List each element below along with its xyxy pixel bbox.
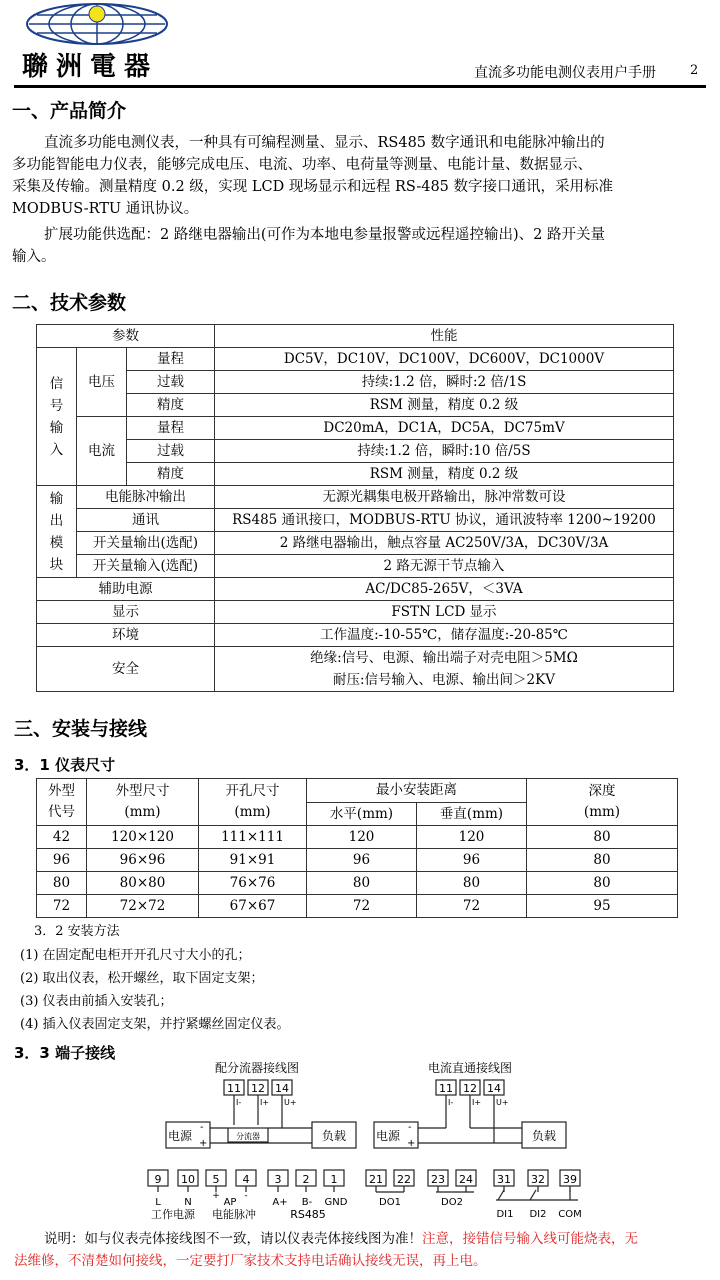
svg-text:11: 11 <box>439 1082 453 1095</box>
ext-line-2: 输入。 <box>12 249 56 265</box>
section3-heading: 三、安装与接线 <box>14 718 148 740</box>
v-accuracy-label: 精度 <box>127 394 215 417</box>
svg-text:+: + <box>212 1191 220 1201</box>
v-accuracy-value: RSM 测量，精度 0.2 级 <box>215 394 674 417</box>
i-overload-label: 过载 <box>127 440 215 463</box>
dim-col-horiz: 水平(mm) <box>307 802 417 826</box>
doc-title: 直流多功能电测仪表用户手册 <box>474 65 656 81</box>
dim-cell: 67×67 <box>199 895 307 918</box>
dim-col-type: 外型 代号 <box>37 779 87 826</box>
intro-line-3: 采集及传输。测量精度 0.2 级，实现 LCD 现场显示和远程 RS-485 数字接口通讯，采用标准 <box>12 179 614 195</box>
svg-text:电源: 电源 <box>375 1129 401 1143</box>
svg-text:B-: B- <box>301 1197 313 1208</box>
dim-table-row <box>37 872 678 895</box>
terminal-label: 32 <box>531 1173 545 1186</box>
terminal-label: 39 <box>563 1173 577 1186</box>
svg-text:+: + <box>199 1138 208 1149</box>
terminal-label: 24 <box>459 1173 473 1186</box>
aux-value: AC/DC85-265V，＜3VA <box>215 578 674 601</box>
terminal-label: 9 <box>154 1173 162 1186</box>
wiring-note <box>44 1228 714 1250</box>
dim-cell: 80 <box>527 849 678 872</box>
v-range-label: 量程 <box>127 348 215 371</box>
terminal-label: 22 <box>397 1173 411 1186</box>
env-value: 工作温度:-10-55℃，储存温度:-20-85℃ <box>215 624 674 647</box>
dim-cell: 96 <box>37 849 87 872</box>
v-range-value: DC5V，DC10V，DC100V，DC600V，DC1000V <box>215 348 674 371</box>
i-accuracy-label: 精度 <box>127 463 215 486</box>
svg-text:I+: I+ <box>472 1098 482 1107</box>
dim-cell: 120 <box>417 826 527 849</box>
svg-text:11: 11 <box>227 1082 241 1095</box>
subsection-3-1: 3．1 仪表尺寸 <box>14 756 116 774</box>
svg-text:电源: 电源 <box>167 1129 193 1143</box>
intro-line-1: 直流多功能电测仪表，一种具有可编程测量、显示、RS485 数字通讯和电能脉冲输出的 <box>44 135 605 151</box>
svg-text:COM: COM <box>558 1209 582 1220</box>
svg-text:负载: 负载 <box>531 1129 557 1143</box>
svg-text:DI1: DI1 <box>496 1209 514 1220</box>
pulse-value: 无源光耦集电极开路输出，脉冲常数可设 <box>215 486 674 509</box>
terminal-label: 5 <box>212 1173 220 1186</box>
display-label: 显示 <box>37 601 215 624</box>
svg-text:12: 12 <box>463 1082 477 1095</box>
install-step: (2) 取出仪表，松开螺丝，取下固定支架； <box>20 971 264 986</box>
svg-text:GND: GND <box>324 1197 348 1208</box>
dim-cell: 72×72 <box>87 895 199 918</box>
v-overload-label: 过载 <box>127 371 215 394</box>
svg-text:-: - <box>408 1122 412 1133</box>
dim-cell: 72 <box>307 895 417 918</box>
right-diagram-title: 电流直通接线图 <box>427 1061 513 1075</box>
current-label: 电流 <box>77 417 127 486</box>
globe-logo-icon <box>20 2 175 46</box>
dim-cell: 72 <box>417 895 527 918</box>
svg-text:+: + <box>407 1138 416 1149</box>
dim-cell: 80 <box>527 826 678 849</box>
install-step: (4) 插入仪表固定支架，并拧紧螺丝固定仪表。 <box>20 1017 290 1032</box>
dim-cell: 80 <box>307 872 417 895</box>
page-number: 2 <box>690 63 699 78</box>
output-module-label: 输出模块 <box>37 486 77 578</box>
svg-text:I-: I- <box>236 1098 242 1107</box>
spec-header-param: 参数 <box>37 325 215 348</box>
svg-text:-: - <box>200 1122 204 1133</box>
dim-cell: 80 <box>527 872 678 895</box>
din-label: 开关量输入(选配) <box>77 555 215 578</box>
comm-value: RS485 通讯接口，MODBUS-RTU 协议，通讯波特率 1200~19200 <box>215 509 674 532</box>
intro-line-2: 多功能智能电力仪表，能够完成电压、电流、功率、电荷量等测量、电能计量、数据显示、 <box>12 157 592 173</box>
display-value: FSTN LCD 显示 <box>215 601 674 624</box>
intro-line-4: MODBUS-RTU 通讯协议。 <box>12 201 199 217</box>
terminal-label: 21 <box>369 1173 383 1186</box>
safety-line-2: 耐压:信号输入、电源、输出间＞2KV <box>333 672 555 688</box>
pulse-label: 电能脉冲输出 <box>77 486 215 509</box>
dim-cell: 95 <box>527 895 678 918</box>
voltage-label: 电压 <box>77 348 127 417</box>
install-step: (1) 在固定配电柜开开孔尺寸大小的孔； <box>20 948 251 963</box>
install-steps <box>20 944 290 1036</box>
section1-heading: 一、产品简介 <box>12 100 127 122</box>
dim-cell: 80 <box>37 872 87 895</box>
safety-value <box>215 647 674 692</box>
spec-table <box>36 324 674 692</box>
dim-col-size: 外型尺寸 (mm) <box>87 779 199 826</box>
dim-col-vert: 垂直(mm) <box>417 802 527 826</box>
svg-text:-: - <box>244 1191 248 1201</box>
dim-table-row <box>37 826 678 849</box>
terminal-label: 4 <box>242 1173 250 1186</box>
svg-text:14: 14 <box>487 1082 501 1095</box>
svg-text:RS485: RS485 <box>290 1208 326 1221</box>
svg-text:U+: U+ <box>284 1098 297 1107</box>
dim-cell: 120×120 <box>87 826 199 849</box>
dim-cell: 120 <box>307 826 417 849</box>
dim-cell: 91×91 <box>199 849 307 872</box>
v-overload-value: 持续:1.2 倍，瞬时:2 倍/1S <box>215 371 674 394</box>
svg-text:DO1: DO1 <box>379 1197 401 1208</box>
terminal-label: 2 <box>302 1173 310 1186</box>
i-range-value: DC20mA，DC1A，DC5A，DC75mV <box>215 417 674 440</box>
note-warning-2: 法维修，不清楚如何接线，一定要打厂家技术支持电话确认接线无误，再上电。 <box>14 1253 487 1269</box>
terminal-label: 10 <box>181 1173 195 1186</box>
dim-col-hole: 开孔尺寸 (mm) <box>199 779 307 826</box>
spec-header-perf: 性能 <box>215 325 674 348</box>
env-label: 环境 <box>37 624 215 647</box>
svg-text:U+: U+ <box>496 1098 509 1107</box>
bottom-terminal-strip <box>148 1170 580 1192</box>
svg-text:14: 14 <box>275 1082 289 1095</box>
dim-table-row <box>37 895 678 918</box>
comm-label: 通讯 <box>77 509 215 532</box>
svg-text:工作电源: 工作电源 <box>151 1208 195 1221</box>
svg-text:12: 12 <box>251 1082 265 1095</box>
i-range-label: 量程 <box>127 417 215 440</box>
terminal-label: 31 <box>497 1173 511 1186</box>
i-overload-value: 持续:1.2 倍，瞬时:10 倍/5S <box>215 440 674 463</box>
dout-value: 2 路继电器输出，触点容量 AC250V/3A，DC30V/3A <box>215 532 674 555</box>
safety-line-1: 绝缘:信号、电源、输出端子对壳电阻＞5MΩ <box>310 650 578 666</box>
header-rule <box>14 85 706 88</box>
svg-text:A+: A+ <box>272 1197 288 1208</box>
wiring-diagram <box>0 1052 720 1227</box>
safety-label: 安全 <box>37 647 215 692</box>
svg-text:I+: I+ <box>260 1098 270 1107</box>
dimension-table <box>36 778 678 918</box>
dim-cell: 72 <box>37 895 87 918</box>
terminal-label: 23 <box>431 1173 445 1186</box>
dim-cell: 111×111 <box>199 826 307 849</box>
brand-name: 聯洲電器 <box>22 52 159 82</box>
dim-cell: 96 <box>417 849 527 872</box>
note-warning-1: 注意，接错信号输入线可能烧表，无 <box>422 1231 638 1247</box>
dim-col-depth: 深度 (mm) <box>527 779 678 826</box>
note-prefix: 说明：如与仪表壳体接线图不一致，请以仪表壳体接线图为准！ <box>44 1231 422 1247</box>
svg-text:AP: AP <box>223 1197 237 1208</box>
dim-table-row <box>37 849 678 872</box>
aux-label: 辅助电源 <box>37 578 215 601</box>
dim-cell: 96 <box>307 849 417 872</box>
dout-label: 开关量输出(选配) <box>77 532 215 555</box>
svg-text:L: L <box>155 1197 161 1208</box>
din-value: 2 路无源干节点输入 <box>215 555 674 578</box>
section2-heading: 二、技术参数 <box>12 292 127 314</box>
dim-col-min-dist: 最小安装距离 <box>307 779 527 803</box>
svg-text:N: N <box>184 1197 192 1208</box>
ext-line-1: 扩展功能供选配：2 路继电器输出(可作为本地电参量报警或远程遥控输出)、2 路开关量 <box>44 227 605 243</box>
dim-cell: 76×76 <box>199 872 307 895</box>
svg-text:分流器: 分流器 <box>236 1132 260 1141</box>
terminal-label: 1 <box>330 1173 338 1186</box>
i-accuracy-value: RSM 测量，精度 0.2 级 <box>215 463 674 486</box>
dim-cell: 96×96 <box>87 849 199 872</box>
subsection-3-2: 3．2 安装方法 <box>34 924 120 939</box>
svg-text:I-: I- <box>448 1098 454 1107</box>
left-diagram-title: 配分流器接线图 <box>214 1061 300 1075</box>
dim-cell: 80×80 <box>87 872 199 895</box>
svg-text:电能脉冲: 电能脉冲 <box>212 1208 256 1221</box>
svg-text:DI2: DI2 <box>529 1209 547 1220</box>
svg-text:负载: 负载 <box>321 1129 347 1143</box>
install-step: (3) 仪表由前插入安装孔； <box>20 994 173 1009</box>
signal-input-label: 信号输入 <box>37 348 77 486</box>
dim-cell: 80 <box>417 872 527 895</box>
dim-cell: 42 <box>37 826 87 849</box>
subsection-3-3: 3．3 端子接线 <box>14 1044 116 1062</box>
terminal-label: 3 <box>274 1173 282 1186</box>
svg-text:DO2: DO2 <box>441 1197 463 1208</box>
